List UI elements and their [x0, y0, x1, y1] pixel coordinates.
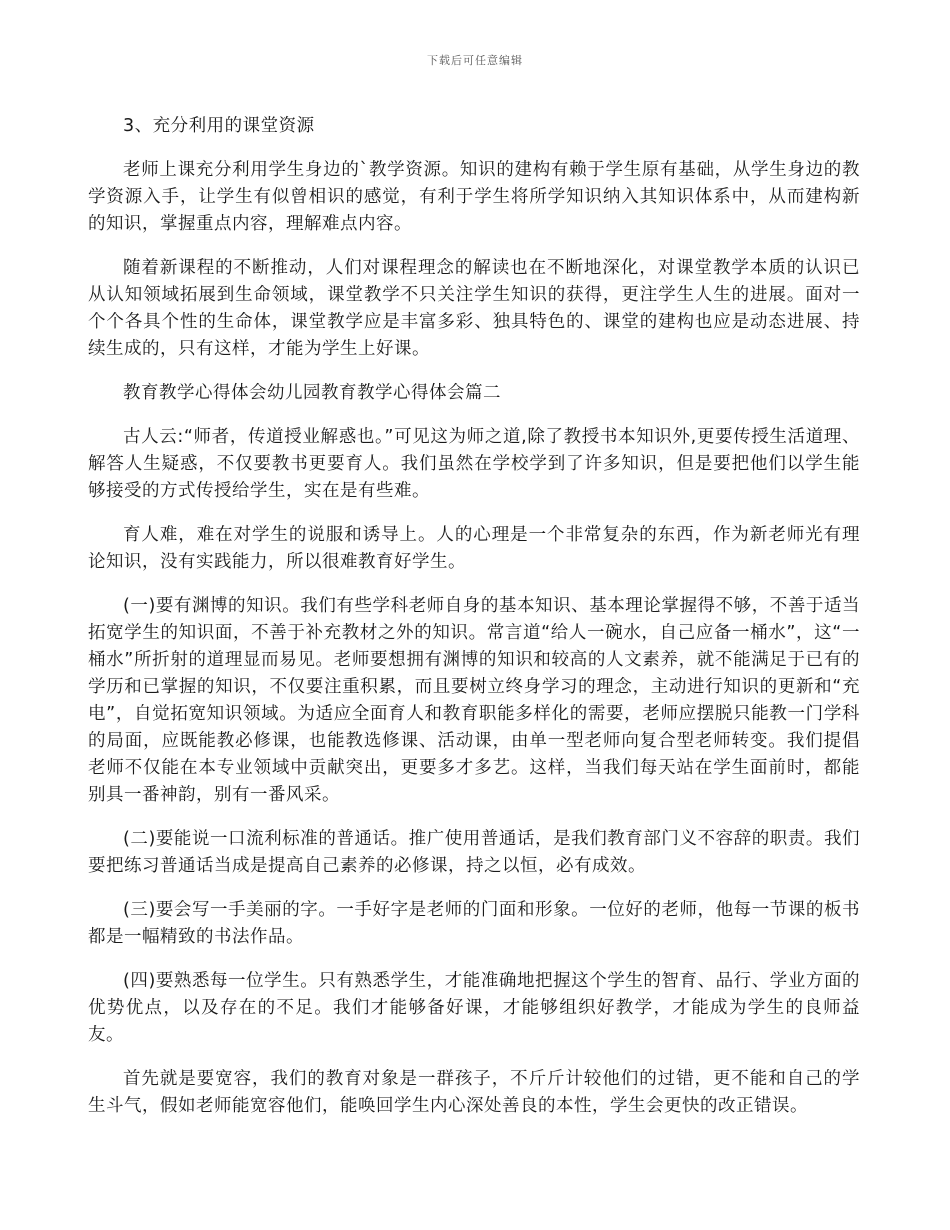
paragraph: (一)要有渊博的知识。我们有些学科老师自身的基本知识、基本理论掌握得不够，不善于适当拓宽学生的知识面，不善于补充教材之外的知识。常言道“给人一碗水，自己应备一桶水”，这“一桶水”所折射的道理显而易见。老师要想拥有渊博的知识和较高的人文素养，就不能满足于已有的学历和已掌握的知识，不仅要注重积累，而且要树立终身学习的理念，主动进行知识的更新和“充电”，自觉拓宽知识领域。为适应全面育人和教育职能多样化的需要，老师应摆脱只能教一门学科的局面，应既能教必修课，也能教选修课、活动课，由单一型老师向复合型老师转变。我们提倡老师不仅能在本专业领域中贡献突出，更要多才多艺。这样，当我们每天站在学生面前时，都能别具一番神韵，别有一番风采。 [88, 596, 860, 805]
article-title: 教育教学心得体会幼儿园教育教学心得体会篇二 [123, 383, 501, 403]
paragraph: 首先就是要宽容，我们的教育对象是一群孩子，不斤斤计较他们的过错，更不能和自己的学生斗气，假如老师能宽容他们，能唤回学生内心深处善良的本性，学生会更快的改正错误。 [88, 1069, 860, 1116]
section-heading: 3、充分利用的课堂资源 [123, 116, 315, 136]
paragraph: (四)要熟悉每一位学生。只有熟悉学生，才能准确地把握这个学生的智育、品行、学业方面的优势优点，以及存在的不足。我们才能够备好课，才能够组织好教学，才能成为学生的良师益友。 [88, 971, 860, 1045]
document-body [88, 113, 860, 1137]
page-header: 下载后可任意编辑 [427, 54, 523, 67]
paragraph: 随着新课程的不断推动，人们对课程理念的解读也在不断地深化，对课堂教学本质的认识已从认知领域拓展到生命领域，课堂教学不只关注学生知识的获得，更注学生人生的进展。面对一个个各具个性的生命体，课堂教学应是丰富多彩、独具特色的、课堂的建构也应是动态进展、持续生成的，只有这样，才能为学生上好课。 [88, 258, 860, 359]
paragraph: 育人难，难在对学生的说服和诱导上。人的心理是一个非常复杂的东西，作为新老师光有理论知识，没有实践能力，所以很难教育好学生。 [88, 525, 860, 572]
paragraph: (二)要能说一口流利标准的普通话。推广使用普通话，是我们教育部门义不容辞的职责。我们要把练习普通话当成是提高自己素养的必修课，持之以恒，必有成效。 [88, 829, 860, 876]
paragraph: 古人云:“师者，传道授业解惑也。”可见这为师之道,除了教授书本知识外,更要传授生活道理、解答人生疑惑，不仅要教书更要育人。我们虽然在学校学到了许多知识，但是要把他们以学生能够接受的方式传授给学生，实在是有些难。 [88, 427, 860, 501]
paragraph: (三)要会写一手美丽的字。一手好字是老师的门面和形象。一位好的老师，他每一节课的板书都是一幅精致的书法作品。 [88, 900, 860, 947]
paragraph: 老师上课充分利用学生身边的`教学资源。知识的建构有赖于学生原有基础，从学生身边的教学资源入手，让学生有似曾相识的感觉，有利于学生将所学知识纳入其知识体系中，从而建构新的知识，掌握重点内容，理解难点内容。 [88, 160, 860, 234]
